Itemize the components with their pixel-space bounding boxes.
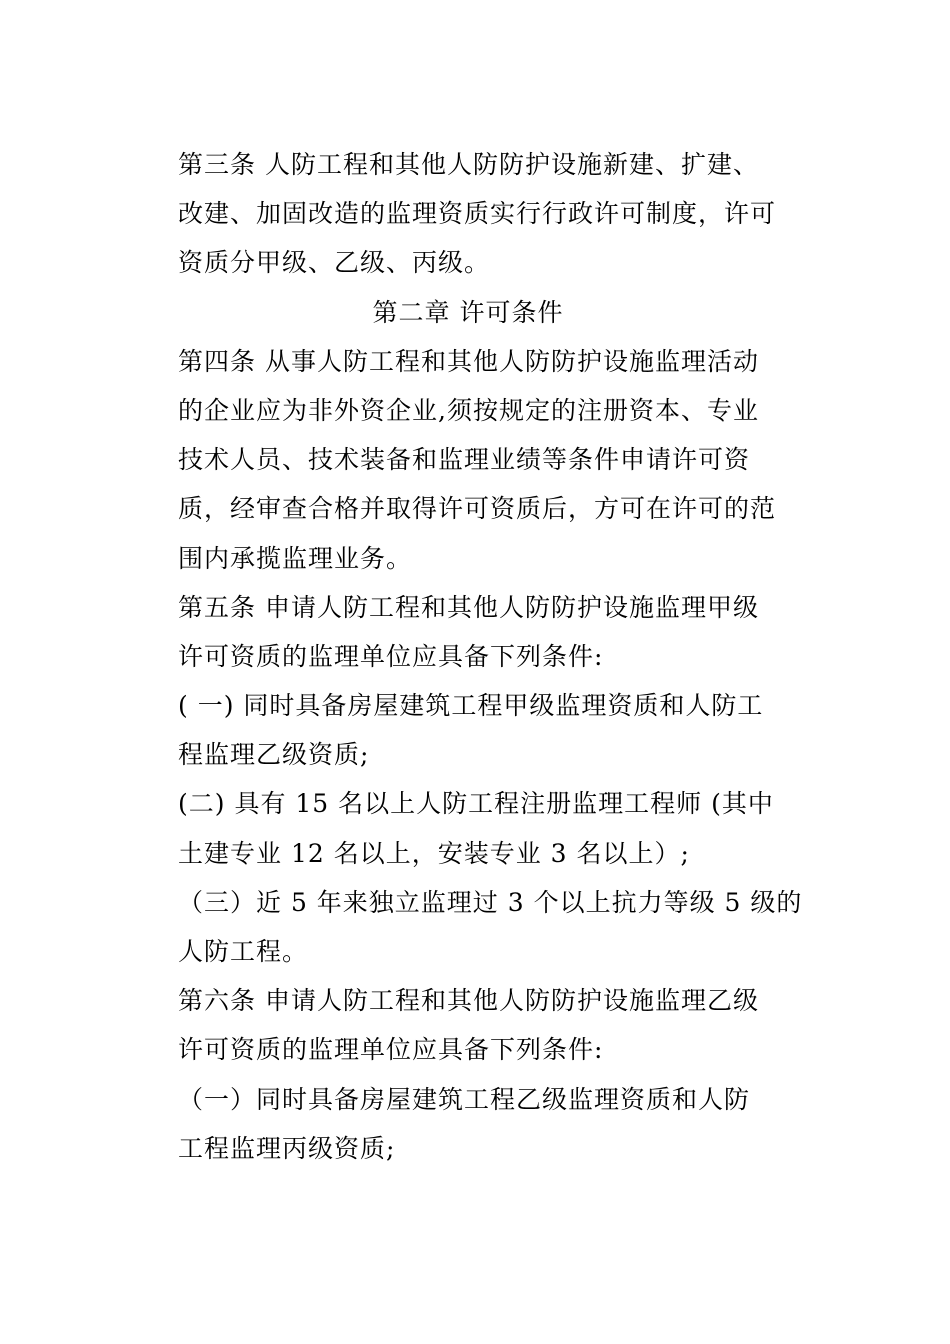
article-3-line-3: 资质分甲级、乙级、丙级。	[178, 248, 491, 278]
article-3-line-1: 第三条 人防工程和其他人防防护设施新建、扩建、	[178, 150, 759, 179]
article-6-item-1-line-2: 工程监理丙级资质;	[178, 1133, 396, 1163]
article-5-line-1: 第五条 申请人防工程和其他人防防护设施监理甲级	[178, 592, 759, 622]
article-5-item-1-line-2: 程监理乙级资质;	[178, 740, 370, 770]
article-4-line-1: 第四条 从事人防工程和其他人防防护设施监理活动	[178, 346, 759, 376]
article-4-line-5: 围内承揽监理业务。	[178, 543, 413, 573]
article-6-item-1-line-1: （一）同时具备房屋建筑工程乙级监理资质和人防	[178, 1084, 751, 1114]
article-3-line-2: 改建、加固改造的监理资质实行行政许可制度，许可	[178, 199, 777, 229]
article-5-item-3-line-2: 人防工程。	[178, 937, 309, 966]
article-4-line-2: 的企业应为非外资企业,须按规定的注册资本、专业	[178, 395, 759, 425]
article-4-line-3: 技术人员、技术装备和监理业绩等条件申请许可资	[178, 445, 751, 475]
article-4-line-4: 质，经审查合格并取得许可资质后，方可在许可的范	[178, 494, 777, 524]
document-body	[178, 140, 803, 1173]
article-5-item-1-line-1: ( 一) 同时具备房屋建筑工程甲级监理资质和人防工	[178, 691, 764, 721]
article-5-item-2-line-2: 土建专业 12 名以上，安装专业 3 名以上）;	[178, 838, 690, 868]
article-6-line-1: 第六条 申请人防工程和其他人防防护设施监理乙级	[178, 986, 759, 1016]
article-5-item-3-line-1: （三）近 5 年来独立监理过 3 个以上抗力等级 5 级的	[178, 887, 803, 917]
article-5-item-2-line-1: (二) 具有 15 名以上人防工程注册监理工程师 (其中	[178, 789, 774, 819]
chapter-2-heading: 第二章 许可条件	[372, 297, 564, 327]
article-6-line-2: 许可资质的监理单位应具备下列条件:	[178, 1035, 604, 1065]
article-5-line-2: 许可资质的监理单位应具备下列条件:	[178, 641, 604, 671]
